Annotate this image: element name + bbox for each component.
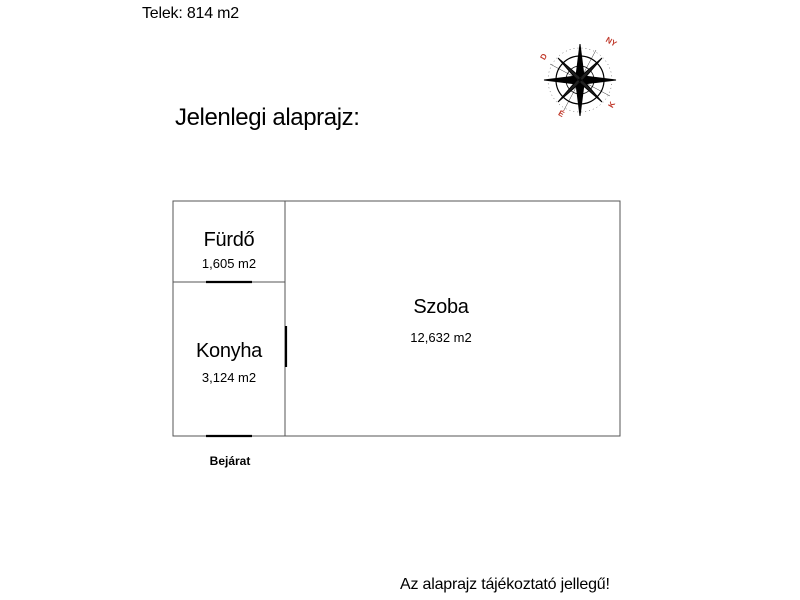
room-area-bathroom: 1,605 m2	[201, 256, 257, 271]
compass-letter-north: NY	[604, 35, 619, 49]
room-area-room: 12,632 m2	[410, 330, 472, 345]
room-area-kitchen: 3,124 m2	[201, 370, 257, 385]
compass-letter-south: É	[556, 108, 566, 120]
room-label-room: Szoba	[413, 296, 469, 318]
entrance-label: Bejárat	[209, 454, 251, 468]
compass-letter-west: D	[538, 51, 550, 62]
room-label-kitchen: Konyha	[195, 340, 263, 362]
plot-size-label: Telek: 814 m2	[142, 5, 240, 22]
compass-rose-icon	[530, 32, 630, 120]
room-label-bathroom: Fürdő	[203, 229, 255, 251]
page-title: Jelenlegi alaprajz:	[175, 104, 360, 131]
disclaimer-note: Az alaprajz tájékoztató jellegű!	[400, 576, 610, 593]
compass-letter-east: K	[606, 99, 618, 110]
